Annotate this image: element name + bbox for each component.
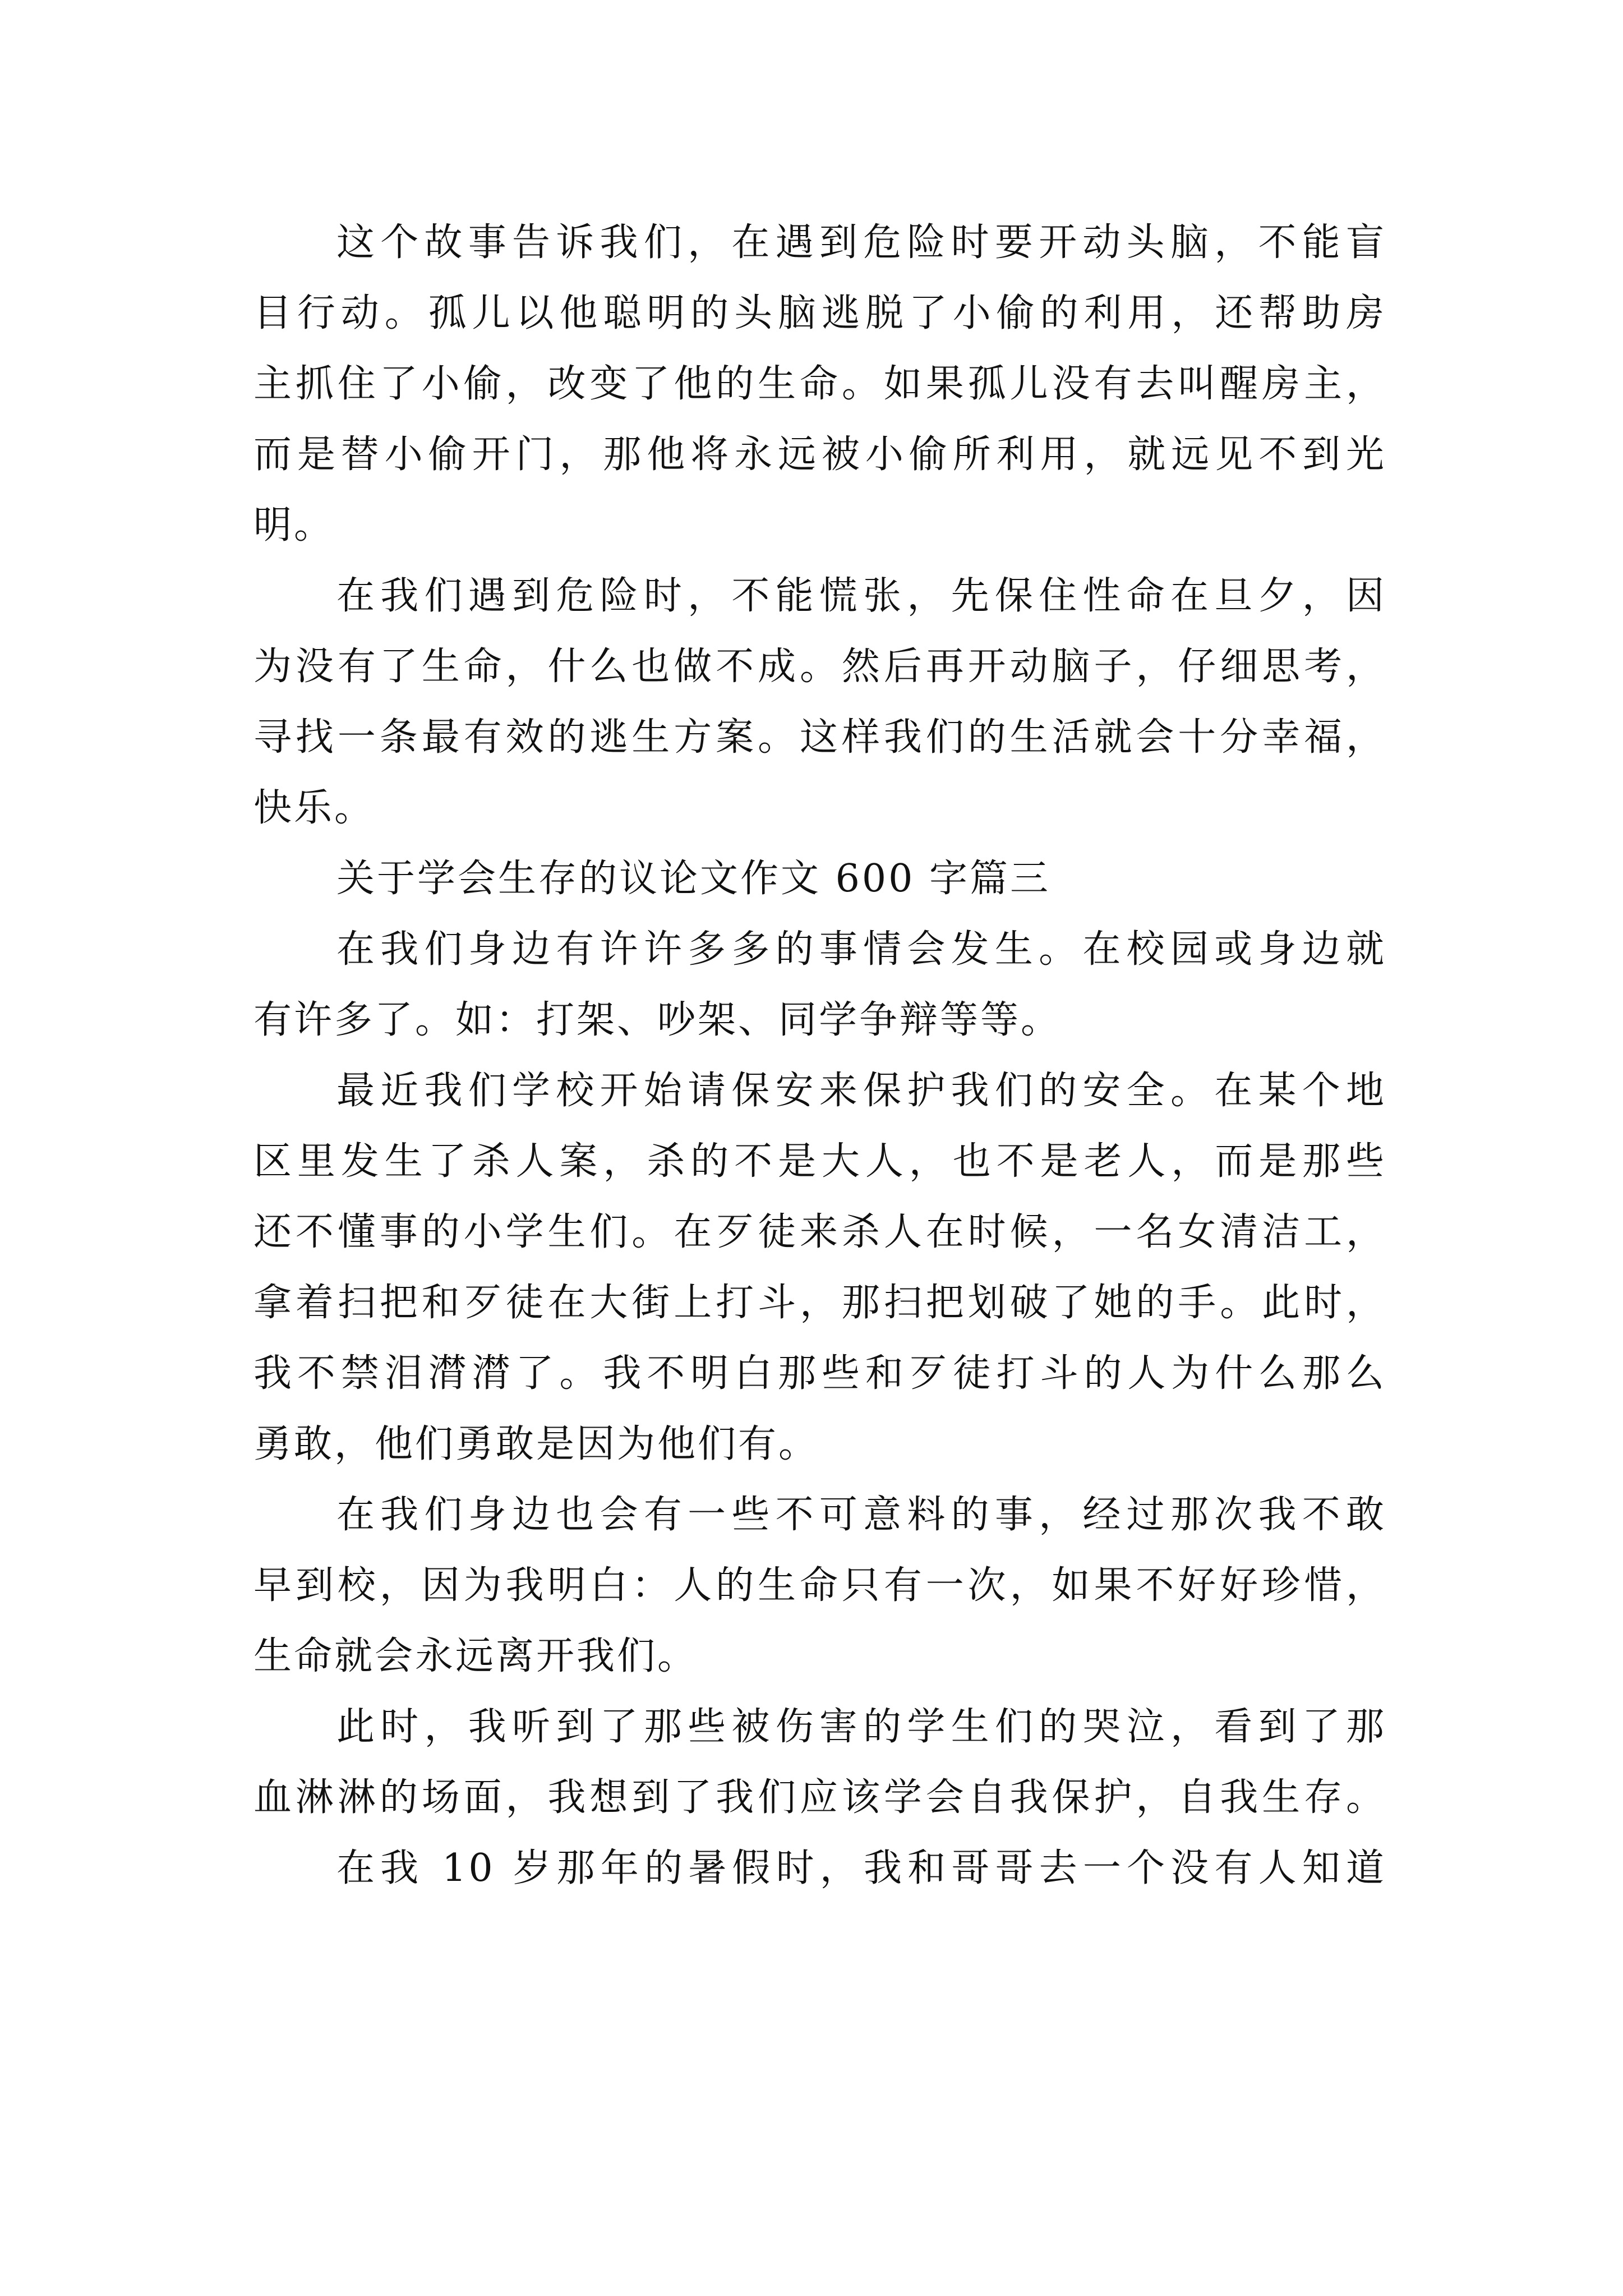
paragraph-3	[253, 914, 1386, 1056]
paragraph-6	[253, 1692, 1386, 1833]
paragraph-line: 快乐。	[253, 786, 375, 830]
paragraph-line: 有许多了。如：打架、吵架、同学争辩等等。	[253, 998, 1062, 1042]
paragraph-line: 目行动。孤儿以他聪明的头脑逃脱了小偷的利用，还帮助房	[253, 291, 1386, 335]
paragraph-5	[253, 1480, 1386, 1692]
document-body	[253, 208, 1386, 1904]
section-heading	[253, 844, 1386, 914]
paragraph-line: 拿着扫把和歹徒在大街上打斗，那扫把划破了她的手。此时，	[253, 1281, 1386, 1325]
paragraph-line: 这个故事告诉我们，在遇到危险时要开动头脑，不能盲	[336, 220, 1386, 265]
paragraph-4	[253, 1056, 1386, 1480]
paragraph-1	[253, 208, 1386, 561]
paragraph-line: 为没有了生命，什么也做不成。然后再开动脑子，仔细思考，	[253, 645, 1386, 689]
paragraph-line: 早到校，因为我明白：人的生命只有一次，如果不好好珍惜，	[253, 1563, 1386, 1608]
paragraph-line: 在我们身边也会有一些不可意料的事，经过那次我不敢	[336, 1493, 1386, 1537]
paragraph-line: 主抓住了小偷，改变了他的生命。如果孤儿没有去叫醒房主，	[253, 362, 1386, 406]
paragraph-line: 寻找一条最有效的逃生方案。这样我们的生活就会十分幸福，	[253, 715, 1386, 760]
paragraph-line: 在我们遇到危险时，不能慌张，先保住性命在旦夕，因	[336, 574, 1386, 618]
paragraph-2	[253, 561, 1386, 844]
paragraph-line: 生命就会永远离开我们。	[253, 1634, 698, 1678]
paragraph-line: 此时，我听到了那些被伤害的学生们的哭泣，看到了那	[336, 1705, 1386, 1749]
paragraph-line: 在我们身边有许许多多的事情会发生。在校园或身边就	[336, 927, 1386, 972]
paragraph-line: 最近我们学校开始请保安来保护我们的安全。在某个地	[336, 1069, 1386, 1113]
paragraph-line: 我不禁泪潸潸了。我不明白那些和歹徒打斗的人为什么那么	[253, 1351, 1386, 1396]
paragraph-line: 而是替小偷开门，那他将永远被小偷所利用，就远见不到光	[253, 432, 1386, 477]
paragraph-line: 区里发生了杀人案，杀的不是大人，也不是老人，而是那些	[253, 1139, 1386, 1184]
paragraph-line: 在我 10 岁那年的暑假时，我和哥哥去一个没有人知道	[336, 1846, 1386, 1890]
paragraph-line: 勇敢，他们勇敢是因为他们有。	[253, 1422, 819, 1466]
paragraph-line: 明。	[253, 503, 335, 547]
paragraph-7	[253, 1833, 1386, 1904]
paragraph-line: 还不懂事的小学生们。在歹徒来杀人在时候，一名女清洁工，	[253, 1210, 1386, 1254]
paragraph-line: 血淋淋的场面，我想到了我们应该学会自我保护，自我生存。	[253, 1775, 1386, 1820]
section-heading-text: 关于学会生存的议论文作文 600 字篇三	[336, 857, 1051, 901]
